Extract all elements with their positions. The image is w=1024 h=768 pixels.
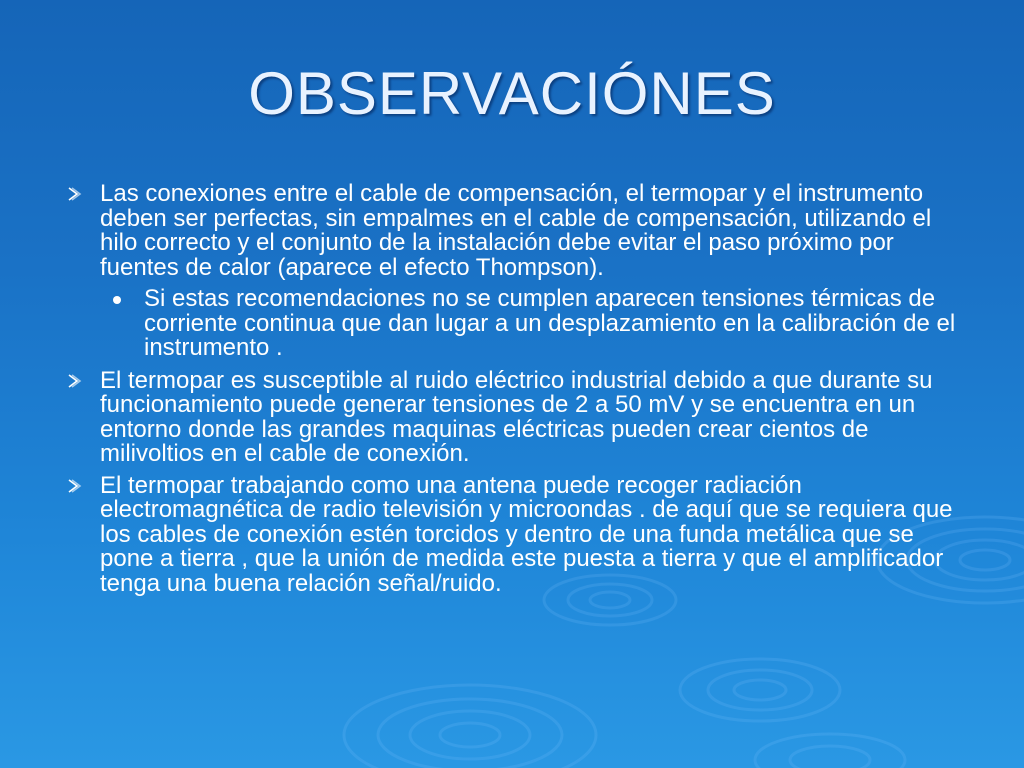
bullet-item [62,471,962,597]
sub-bullet-item [107,287,962,361]
arrow-chevron-icon [66,182,86,206]
bullet-text: El termopar trabajando como una antena puede recoger radiación electromagnética de radio televisión y microondas . de aquí que se requiera que los cables de conexión estén torcidos y dentro de una funda metálica que se pone a tierra , que la unión de medida este puesta a tierra y que el amplificador tenga una buena relación señal/ruido. [100,471,953,597]
arrow-chevron-icon [66,369,86,393]
bullet-item [62,366,962,467]
arrow-chevron-icon [66,474,86,498]
bullet-text: Las conexiones entre el cable de compensación, el termopar y el instrumento deben ser perfectas, sin empalmes en el cable de compensación, utilizando el hilo correcto y el conjunto de la instalación debe evitar el paso próximo por fuentes de calor (aparece el efecto Thompson). [100,180,932,281]
slide-body [62,182,962,603]
bullet-item [62,182,962,280]
dot-icon [113,296,121,304]
slide-title: OBSERVACIÓNES [248,60,776,127]
sub-bullet-text: Si estas recomendaciones no se cumplen aparecen tensiones térmicas de corriente continua que dan lugar a un desplazamiento en la calibración de el instrumento . [144,285,956,361]
bullet-text: El termopar es susceptible al ruido eléctrico industrial debido a que durante su funcionamiento puede generar tensiones de 2 a 50 mV y se encuentra en un entorno donde las grandes maquinas eléctricas pueden crear cientos de milivoltios en el cable de conexión. [100,366,933,467]
